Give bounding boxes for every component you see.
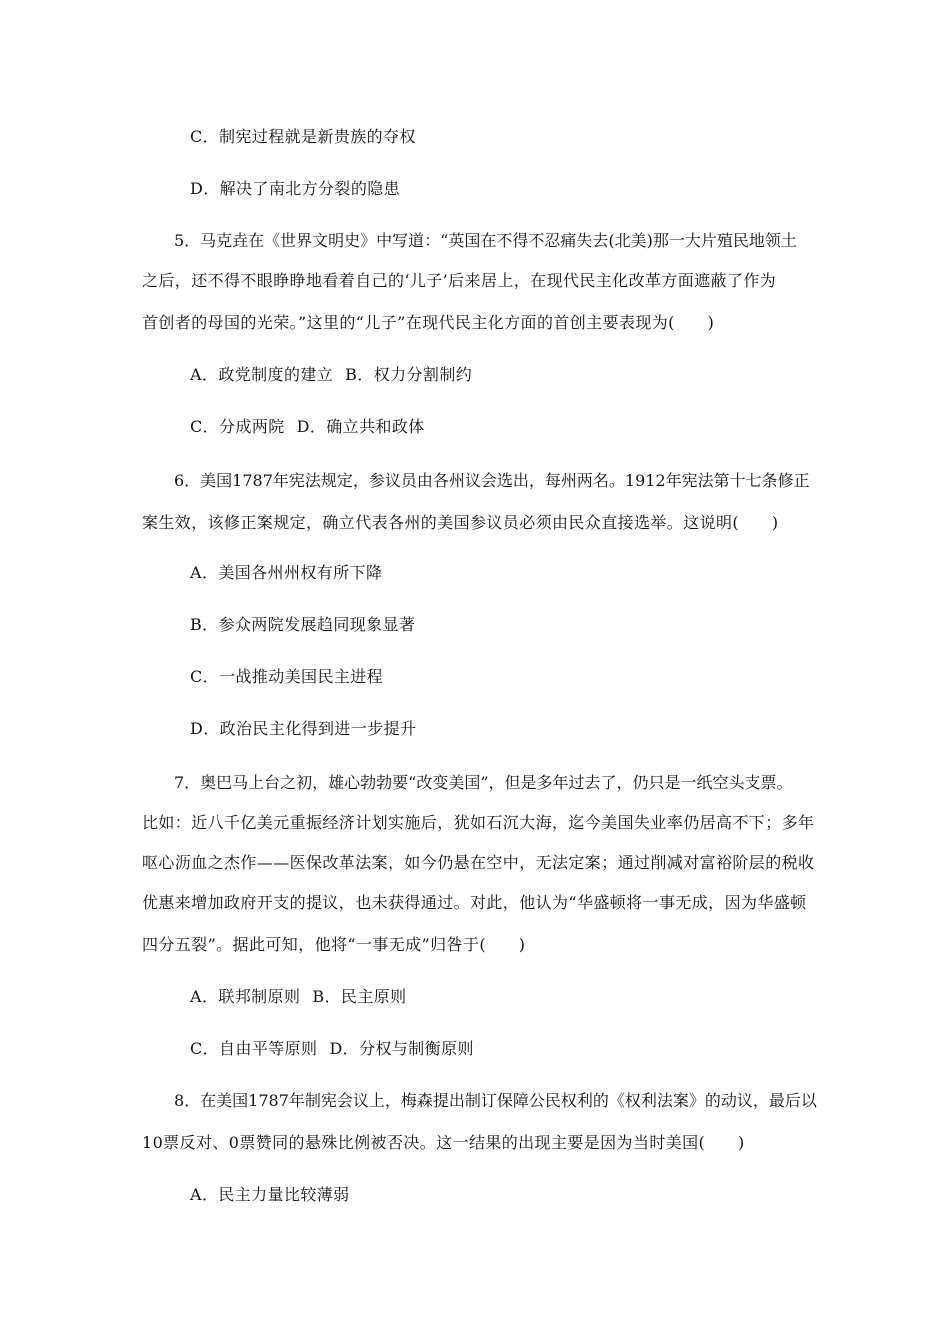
q5-stem-line-3: 首创者的母国的光荣。”这里的“儿子”在现代民主化方面的首创主要表现为( ): [142, 313, 715, 332]
q5-option-a: A．政党制度的建立: [190, 365, 334, 384]
q6-option-a: A．美国各州州权有所下降: [190, 563, 383, 582]
q5-option-d: D．确立共和政体: [296, 417, 425, 436]
q5-stem-line-1: 5．马克垚在《世界文明史》中写道：“英国在不得不忍痛失去(北美)那一大片殖民地领土: [174, 231, 797, 250]
q7-options-cd: [190, 1038, 474, 1060]
q8-stem-line-2: 10票反对、0票赞同的悬殊比例被否决。这一结果的出现主要是因为当时美国( ): [142, 1133, 745, 1152]
q7-option-b: B．民主原则: [312, 987, 407, 1006]
q7-option-c: C．自由平等原则: [190, 1039, 318, 1058]
q7-stem-line-4: 优惠来增加政府开支的提议，也未获得通过。对此，他认为“华盛顿将一事无成，因为华盛顿: [142, 893, 807, 912]
q5-option-c: C．分成两院: [190, 417, 285, 436]
q7-stem-line-3: 呕心沥血之杰作——医保改革法案，如今仍悬在空中，无法定案；通过削减对富裕阶层的税收: [142, 853, 815, 872]
q6-option-d: D．政治民主化得到进一步提升: [190, 719, 417, 738]
q5-options-ab: [190, 364, 472, 386]
q5-option-b: B．权力分割制约: [345, 365, 473, 384]
q7-stem-line-2: 比如：近八千亿美元重振经济计划实施后，犹如石沉大海，迄今美国失业率仍居高不下；多年: [142, 813, 815, 832]
q6-stem-line-1: 6．美国1787年宪法规定，参议员由各州议会选出，每州两名。1912年宪法第十七条修正: [174, 471, 810, 490]
q5-options-cd: [190, 416, 425, 438]
q6-stem-line-2: 案生效，该修正案规定，确立代表各州的美国参议员必须由民众直接选举。这说明( ): [142, 513, 779, 532]
q7-stem-line-1: 7．奥巴马上台之初，雄心勃勃要“改变美国”，但是多年过去了，仍只是一纸空头支票。: [174, 773, 793, 792]
q5-stem-line-2: 之后，还不得不眼睁睁地看着自己的‘儿子’后来居上，在现代民主化改革方面遮蔽了作为: [142, 271, 777, 290]
q6-option-b: B．参众两院发展趋同现象显著: [190, 615, 416, 634]
q4-option-d: D．解决了南北方分裂的隐患: [190, 179, 401, 198]
q7-options-ab: [190, 986, 407, 1008]
q6-option-c: C．一战推动美国民主进程: [190, 667, 384, 686]
q8-stem-line-1: 8．在美国1787年制宪会议上，梅森提出制订保障公民权利的《权利法案》的动议，最后以: [174, 1091, 817, 1110]
q8-option-a: A．民主力量比较薄弱: [190, 1185, 350, 1204]
q7-option-d: D．分权与制衡原则: [329, 1039, 474, 1058]
q7-option-a: A．联邦制原则: [190, 987, 301, 1006]
q7-stem-line-5: 四分五裂”。据此可知，他将“一事无成”归咎于( ): [142, 935, 526, 954]
q4-option-c: C．制宪过程就是新贵族的夺权: [190, 127, 416, 146]
